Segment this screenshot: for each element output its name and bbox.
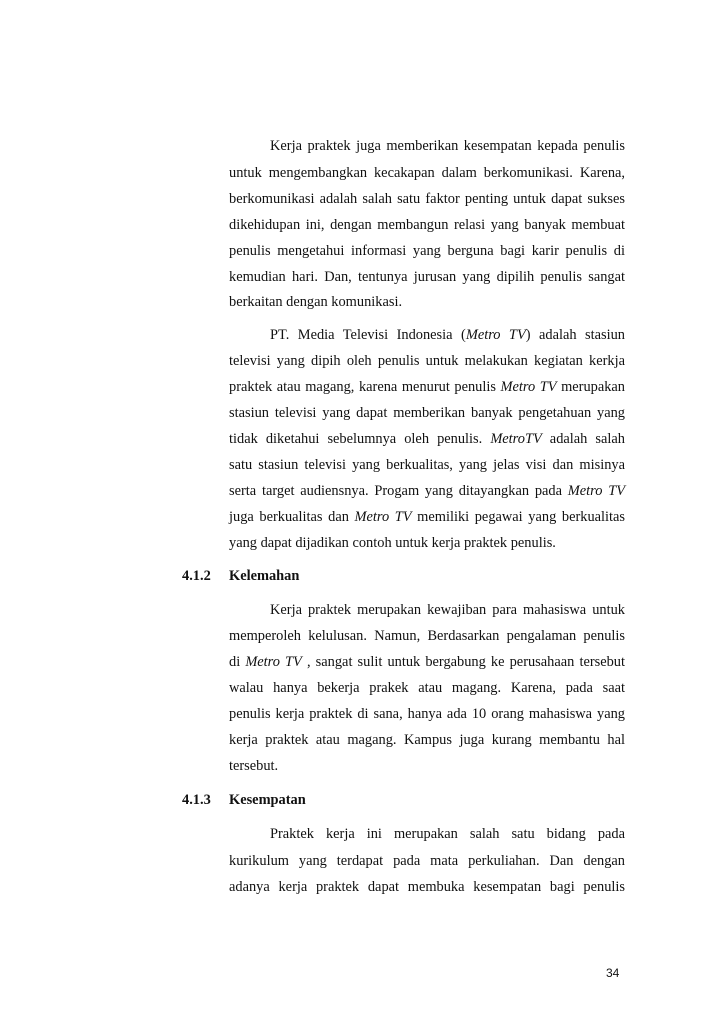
text-line: PT. Media Televisi Indonesia (Metro TV) adalah stasiun	[270, 327, 626, 343]
text-line: tersebut.	[229, 758, 279, 774]
text-line: kemudian hari. Dan, tentunya jurusan yang dipilih penulis sangat	[229, 269, 625, 285]
text-line: berkaitan dengan komunikasi.	[229, 294, 403, 310]
text-line: walau hanya bekerja prakek atau magang. Karena, pada saat	[229, 680, 625, 696]
section-title: Kesempatan	[229, 792, 306, 808]
text-line: Kerja praktek juga memberikan kesempatan kepada penulis	[270, 138, 625, 154]
text-line: berkomunikasi adalah salah satu faktor penting untuk dapat sukses	[229, 191, 625, 207]
section-heading	[182, 566, 299, 586]
text-line: di Metro TV , sangat sulit untuk bergabung ke perusahaan tersebut	[229, 654, 625, 670]
text-line: penulis mengetahui informasi yang berguna bagi karir penulis di	[229, 243, 625, 259]
text-line: Kerja praktek merupakan kewajiban para mahasiswa untuk	[270, 602, 625, 618]
section-number: 4.1.3	[182, 792, 211, 808]
text-line: kerja praktek atau magang. Kampus juga kurang membantu hal	[229, 732, 625, 748]
section-number: 4.1.2	[182, 568, 211, 584]
text-line: penulis kerja praktek di sana, hanya ada 10 orang mahasiswa yang	[229, 706, 625, 722]
text-line: stasiun televisi yang dapat memberikan banyak pengetahuan yang	[229, 405, 625, 421]
text-line: dikehidupan ini, dengan membangun relasi yang banyak membuat	[229, 217, 625, 233]
page-number: 34	[606, 966, 620, 980]
text-line: kurikulum yang terdapat pada mata perkuliahan. Dan dengan	[229, 853, 625, 869]
section-title: Kelemahan	[229, 568, 300, 584]
text-line: Praktek kerja ini merupakan salah satu bidang pada	[270, 826, 625, 842]
text-line: adanya kerja praktek dapat membuka kesempatan bagi penulis	[229, 879, 625, 895]
text-line: juga berkualitas dan Metro TV memiliki pegawai yang berkualitas	[229, 509, 626, 525]
text-line: satu stasiun televisi yang berkualitas, yang jelas visi dan misinya	[229, 457, 625, 473]
text-line: yang dapat dijadikan contoh untuk kerja praktek penulis.	[229, 535, 556, 551]
section-heading	[182, 790, 306, 810]
text-line: serta target audiensnya. Progam yang ditayangkan pada Metro TV	[229, 483, 626, 499]
text-line: untuk mengembangkan kecakapan dalam berkomunikasi. Karena,	[229, 165, 625, 181]
text-line: tidak diketahui sebelumnya oleh penulis. MetroTV adalah salah	[229, 431, 625, 447]
text-line: memperoleh kelulusan. Namun, Berdasarkan pengalaman penulis	[229, 628, 625, 644]
text-line: praktek atau magang, karena menurut penulis Metro TV merupakan	[229, 379, 626, 395]
text-line: televisi yang dipih oleh penulis untuk melakukan kegiatan kerkja	[229, 353, 625, 369]
